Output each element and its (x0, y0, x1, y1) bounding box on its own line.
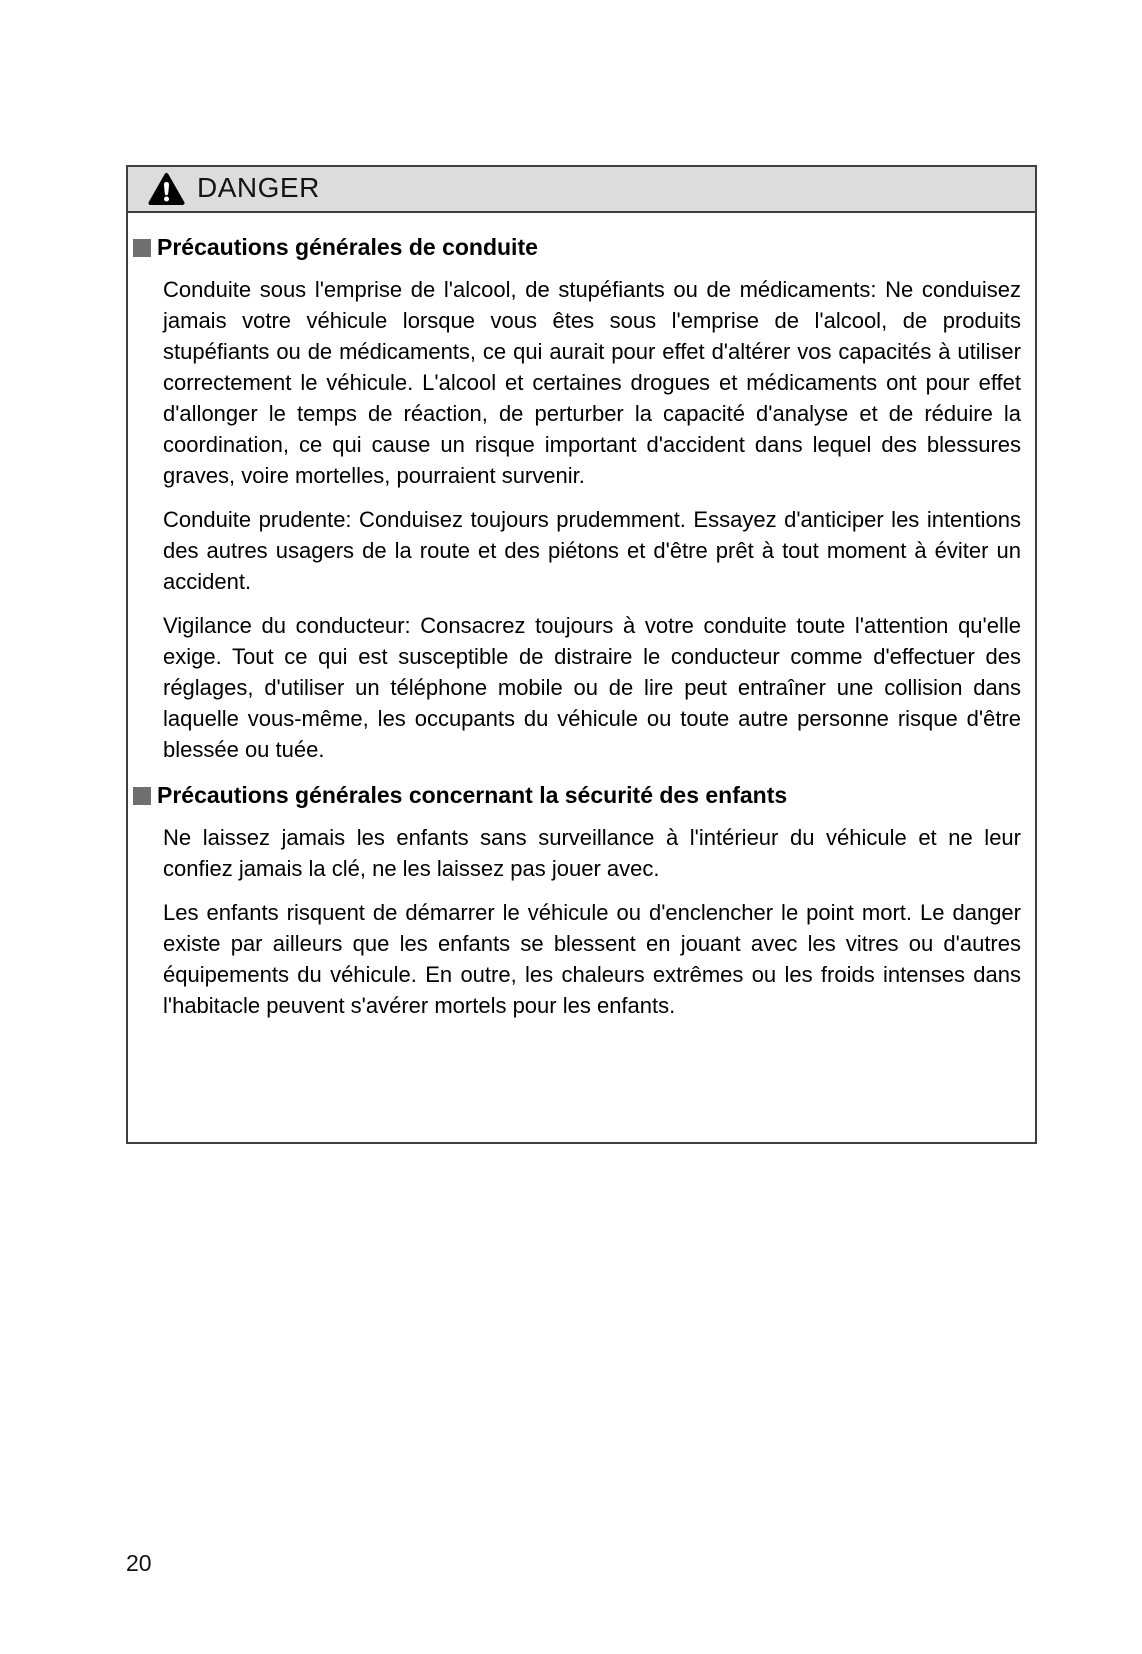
square-bullet-icon (133, 787, 151, 805)
warning-triangle-icon (148, 172, 185, 206)
danger-header-bar (128, 167, 1035, 213)
paragraph-driver-attention: Vigilance du conducteur: Consacrez toujours à votre conduite toute l'attention qu'elle exige. Tout ce qui est susceptible de distraire le conducteur comme d'effectuer des réglages, d'utiliser un téléphone mobile ou de lire peut entraîner une collision dans laquelle vous-même, les occupants du véhicule ou toute autre personne risque d'être blessée ou tuée. (163, 613, 1021, 762)
square-bullet-icon (133, 239, 151, 257)
page-number: 20 (126, 1550, 152, 1576)
section-heading-label: Précautions générales concernant la sécurité des enfants (157, 782, 788, 808)
paragraph-children-hazards: Les enfants risquent de démarrer le véhicule ou d'enclencher le point mort. Le danger existe par ailleurs que les enfants se blessent en jouant avec les vitres ou d'autres équipements du véhicule. En outre, les chaleurs extrêmes ou les froids intenses dans l'habitacle peuvent s'avérer mortels pour les enfants. (163, 900, 1021, 1018)
section-heading-child-safety (133, 781, 1021, 809)
paragraph-careful-driving: Conduite prudente: Conduisez toujours prudemment. Essayez d'anticiper les intentions des autres usagers de la route et des piétons et d'être prêt à tout moment à éviter un accident. (163, 507, 1021, 594)
paragraph-children-unattended: Ne laissez jamais les enfants sans surveillance à l'intérieur du véhicule et ne leur confiez jamais la clé, ne les laissez pas jouer avec. (163, 825, 1021, 881)
warning-box-body (128, 213, 1035, 1081)
danger-warning-box (126, 165, 1037, 1144)
section-heading-label: Précautions générales de conduite (157, 234, 538, 260)
section-heading-driving-precautions (133, 233, 1021, 261)
danger-title: DANGER (197, 172, 320, 203)
paragraph-alcohol-drugs: Conduite sous l'emprise de l'alcool, de stupéfiants ou de médicaments: Ne conduisez jamais votre véhicule lorsque vous êtes sous l'emprise de l'alcool, de produits stupéfiants ou de médicaments, ce qui aurait pour effet d'altérer vos capacités à utiliser correctement le véhicule. L'alcool et certaines drogues et médicaments ont pour effet d'allonger le temps de réaction, de perturber la capacité d'analyse et de réduire la coordination, ce qui cause un risque important d'accident dans lequel des blessures graves, voire mortelles, pourraient survenir. (163, 277, 1021, 488)
